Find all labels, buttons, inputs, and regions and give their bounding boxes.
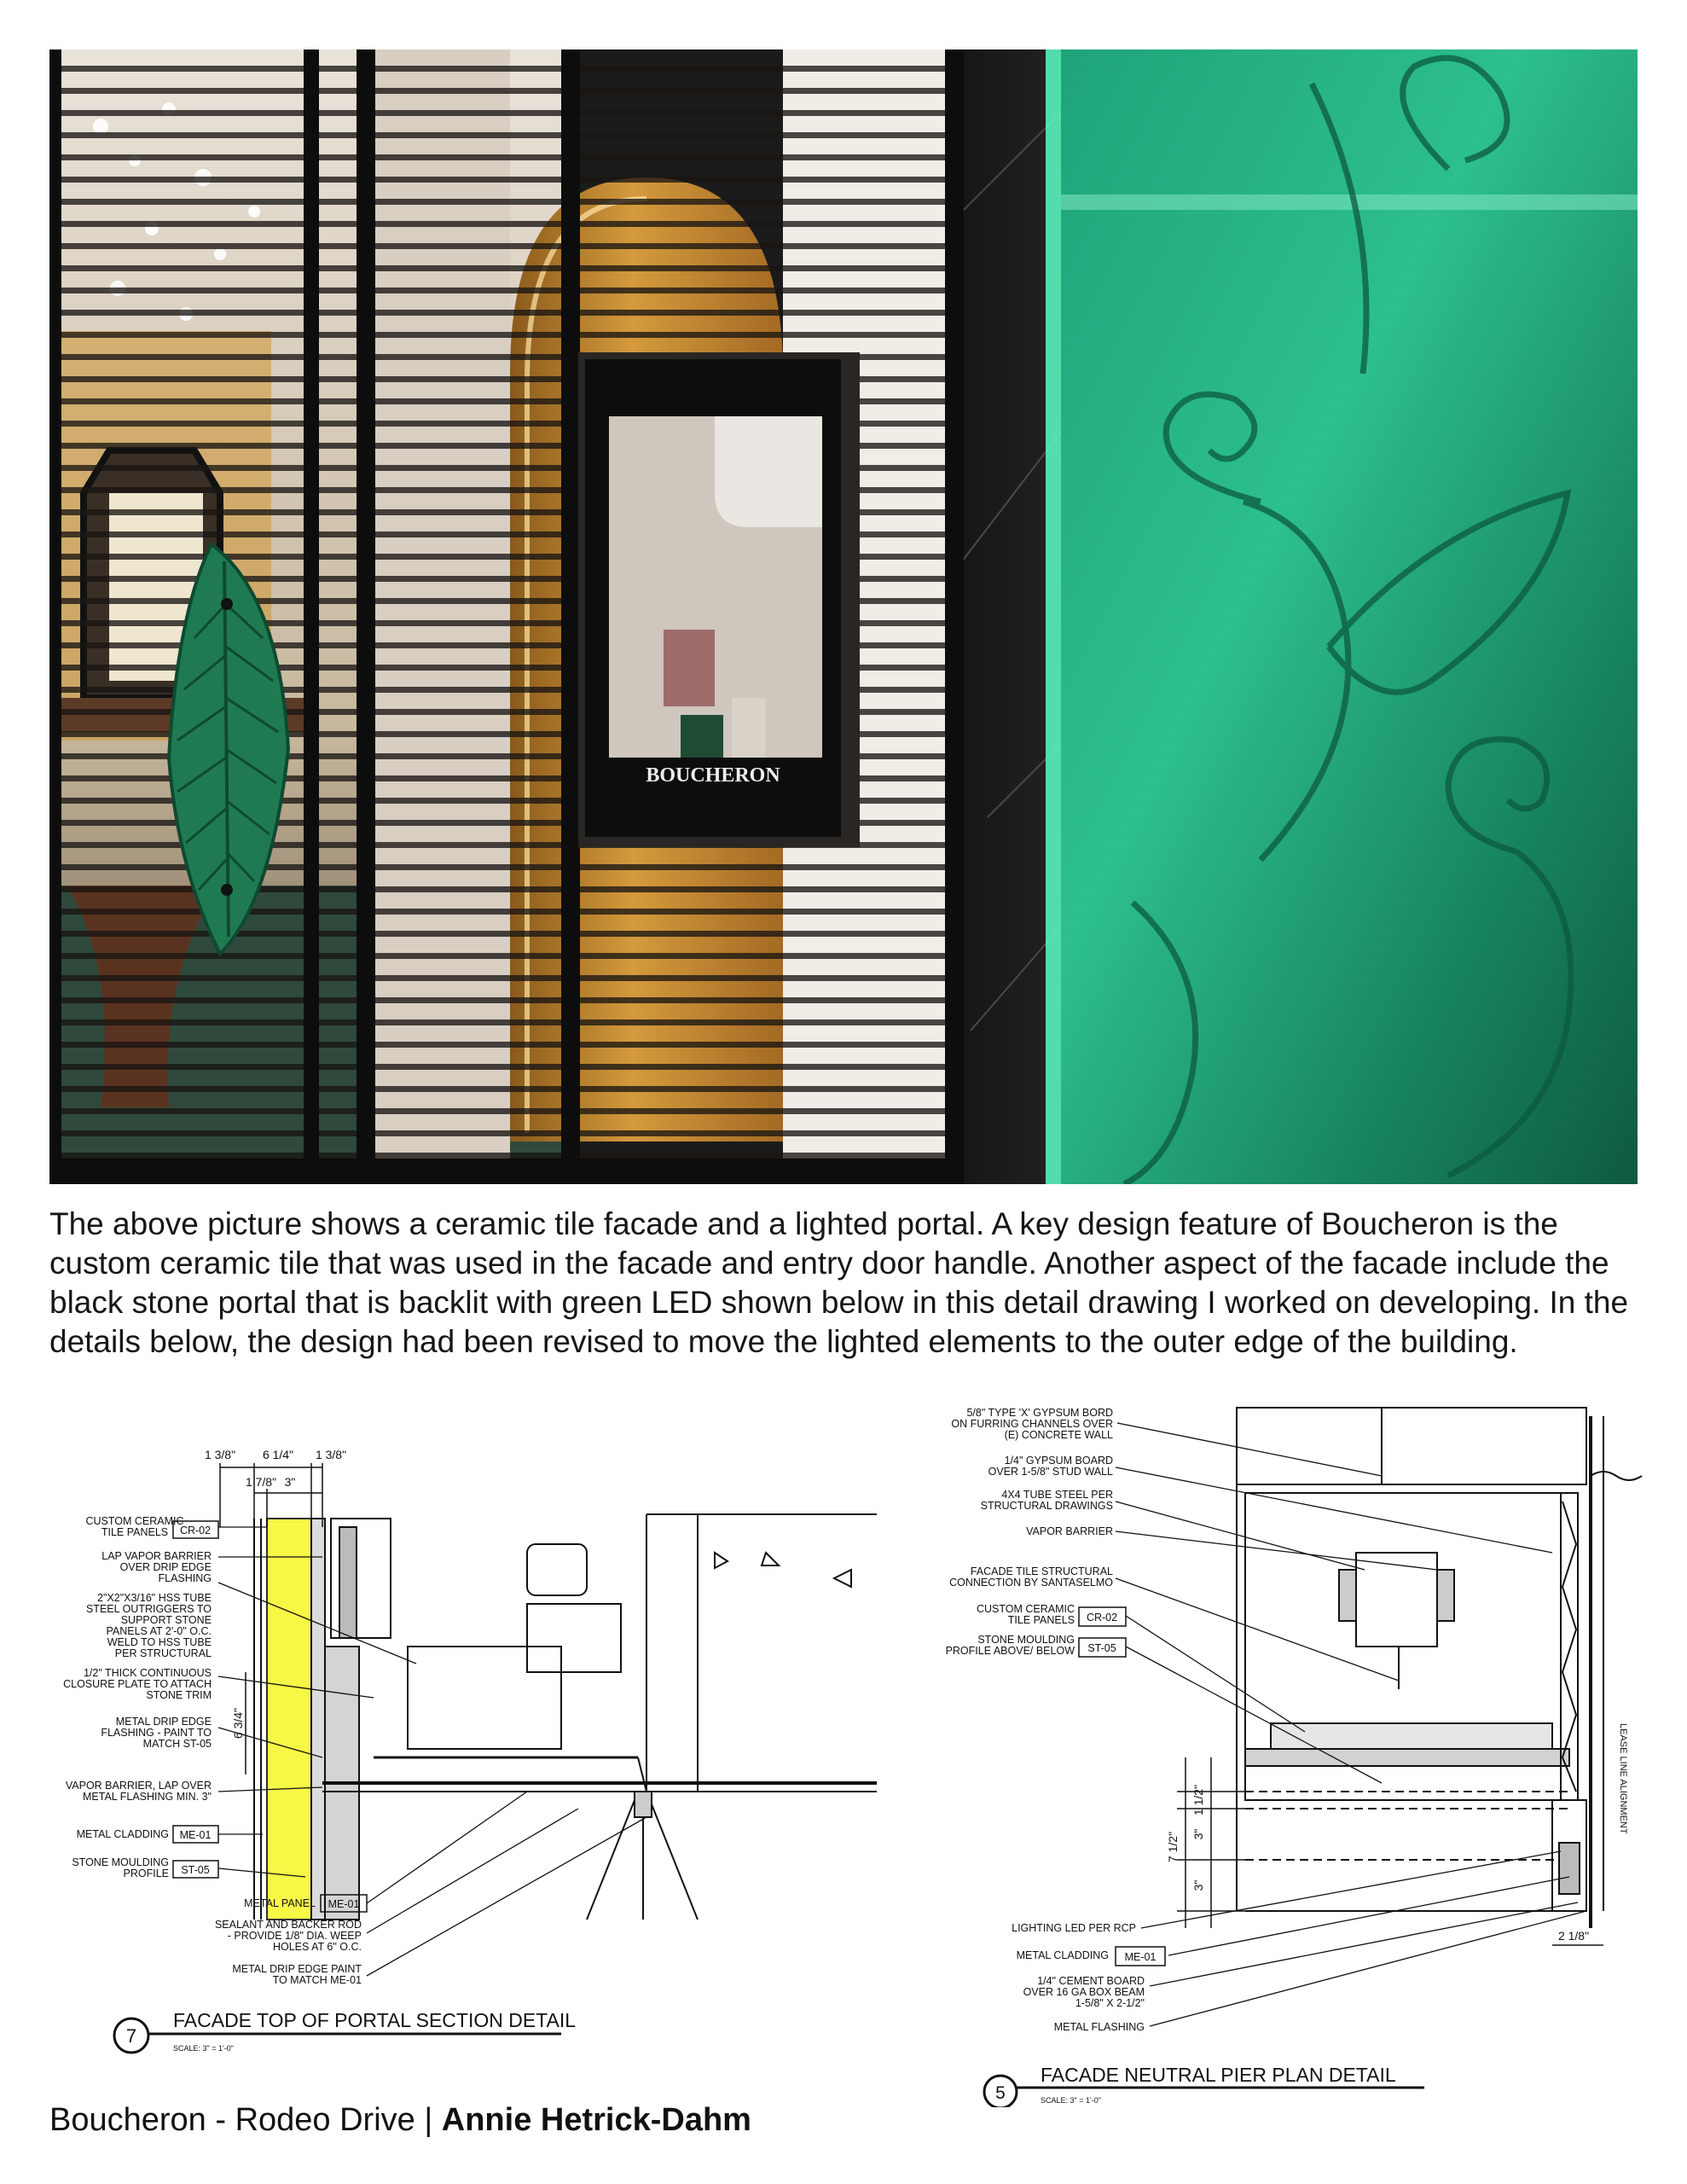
note-11b: TO MATCH ME-01 <box>272 1974 362 1986</box>
dim-5: 3" <box>284 1475 296 1489</box>
rnote-9-tag: ME-01 <box>1124 1951 1157 1963</box>
project-name: Boucheron - Rodeo Drive | <box>49 2102 433 2138</box>
dim-r3: 3" <box>1191 1879 1205 1891</box>
note-9a: METAL PANEL <box>244 1897 316 1909</box>
note-3c: SUPPORT STONE <box>120 1614 212 1626</box>
rnote-3a: 4X4 TUBE STEEL PER <box>1001 1489 1113 1501</box>
note-10a: SEALANT AND BACKER ROD <box>214 1919 362 1931</box>
rnote-10c: 1-5/8" X 2-1/2" <box>1075 1997 1145 2009</box>
note-8b: PROFILE <box>123 1867 169 1879</box>
rnote-5a: FACADE TILE STRUCTURAL <box>970 1565 1113 1577</box>
note-8-tag: ST-05 <box>181 1864 210 1876</box>
rnote-10a: 1/4" CEMENT BOARD <box>1037 1975 1145 1987</box>
dim-r2: 3" <box>1191 1828 1205 1840</box>
dim-r1: 1 1/2" <box>1191 1784 1205 1816</box>
note-2b: OVER DRIP EDGE <box>119 1561 212 1573</box>
note-2c: FLASHING <box>158 1572 212 1584</box>
note-6b: METAL FLASHING MIN. 3" <box>83 1791 212 1803</box>
rnote-5b: CONNECTION BY SANTASELMO <box>949 1577 1113 1589</box>
rnote-7b: PROFILE ABOVE/ BELOW <box>945 1645 1075 1657</box>
rnote-11a: METAL FLASHING <box>1053 2021 1145 2033</box>
note-1b: TILE PANELS <box>101 1526 169 1538</box>
description-paragraph: The above picture shows a ceramic tile facade and a lighted portal. A key design feature of Boucheron is the custom ceramic tile that was used in the facade and entry door handle. Another aspect of the facade include the black stone portal that is backlit with green LED shown below in this detail drawing I worked on developing. In the details below, the design had been revised to move the lighted elements to the outer edge of the building. <box>49 1206 1629 1359</box>
note-11a: METAL DRIP EDGE PAINT <box>232 1963 362 1975</box>
rnote-7-tag: ST-05 <box>1087 1642 1116 1654</box>
dim-1: 1 3/8" <box>204 1448 236 1461</box>
detail-title: FACADE TOP OF PORTAL SECTION DETAIL <box>173 2009 577 2031</box>
facade-rendering-illustration <box>49 49 1638 1184</box>
note-2a: LAP VAPOR BARRIER <box>101 1550 212 1562</box>
note-6a: VAPOR BARRIER, LAP OVER <box>65 1780 212 1792</box>
note-1a: CUSTOM CERAMIC <box>85 1515 184 1527</box>
rnote-3b: STRUCTURAL DRAWINGS <box>980 1500 1113 1512</box>
rnote-4a: VAPOR BARRIER <box>1026 1525 1113 1537</box>
note-7-tag: ME-01 <box>179 1829 212 1841</box>
note-3b: STEEL OUTRIGGERS TO <box>85 1603 212 1615</box>
note-5a: METAL DRIP EDGE <box>115 1716 212 1728</box>
portal-section-detail-drawing <box>49 1416 894 2056</box>
rnote-8a: LIGHTING LED PER RCP <box>1012 1922 1136 1934</box>
dim-r4: 7 1/2" <box>1166 1831 1180 1863</box>
note-3a: 2"X2"X3/16" HSS TUBE <box>97 1592 212 1604</box>
rnote-1c: (E) CONCRETE WALL <box>1004 1429 1113 1441</box>
note-3f: PER STRUCTURAL <box>114 1647 212 1659</box>
detail-number: 7 <box>125 2025 137 2047</box>
page-footer <box>49 2102 751 2139</box>
dim-2: 6 1/4" <box>262 1448 294 1461</box>
note-9-tag: ME-01 <box>328 1898 360 1910</box>
rnote-2a: 1/4" GYPSUM BOARD <box>1004 1455 1113 1467</box>
lease-line-label: LEASE LINE ALIGNMENT <box>1618 1723 1628 1834</box>
rnote-6b: TILE PANELS <box>1007 1614 1075 1626</box>
note-4b: CLOSURE PLATE TO ATTACH <box>63 1678 212 1690</box>
rnote-6-tag: CR-02 <box>1086 1612 1118 1623</box>
note-5b: FLASHING - PAINT TO <box>101 1727 212 1739</box>
rnote-1a: 5/8" TYPE 'X' GYPSUM BORD <box>966 1407 1113 1419</box>
boucheron-sign: BOUCHERON <box>646 764 780 787</box>
rnote-2b: OVER 1-5/8" STUD WALL <box>988 1466 1113 1478</box>
note-7a: METAL CLADDING <box>76 1828 169 1840</box>
note-1-tag: CR-02 <box>179 1525 212 1536</box>
detail-title-right: FACADE NEUTRAL PIER PLAN DETAIL <box>1041 2064 1396 2086</box>
facade-rendering-photo <box>49 49 1638 1184</box>
dim-r5: 2 1/8" <box>1557 1929 1590 1943</box>
rnote-7a: STONE MOULDING <box>977 1634 1075 1646</box>
note-4a: 1/2" THICK CONTINUOUS <box>83 1667 212 1679</box>
rnote-10b: OVER 16 GA BOX BEAM <box>1023 1986 1145 1998</box>
author-name: Annie Hetrick-Dahm <box>441 2102 751 2138</box>
detail-scale-right: SCALE: 3" = 1'-0" <box>1041 2096 1101 2105</box>
note-8a: STONE MOULDING <box>72 1856 169 1868</box>
note-3d: PANELS AT 2'-0" O.C. <box>106 1625 212 1637</box>
dim-6: 6 3/4" <box>231 1707 245 1740</box>
note-5c: MATCH ST-05 <box>142 1738 212 1750</box>
pier-plan-detail-drawing <box>904 1399 1646 2107</box>
note-10c: HOLES AT 6" O.C. <box>272 1941 362 1953</box>
detail-number-right: 5 <box>995 2083 1006 2103</box>
note-4c: STONE TRIM <box>146 1689 212 1701</box>
rnote-9a: METAL CLADDING <box>1016 1949 1109 1961</box>
dim-3: 1 3/8" <box>315 1448 347 1461</box>
note-10b: - PROVIDE 1/8" DIA. WEEP <box>227 1930 362 1942</box>
detail-scale: SCALE: 3" = 1'-0" <box>173 2044 234 2053</box>
dim-4: 1 7/8" <box>245 1475 277 1489</box>
rnote-6a: CUSTOM CERAMIC <box>976 1603 1075 1615</box>
rnote-1b: ON FURRING CHANNELS OVER <box>951 1418 1113 1430</box>
note-3e: WELD TO HSS TUBE <box>107 1636 212 1648</box>
